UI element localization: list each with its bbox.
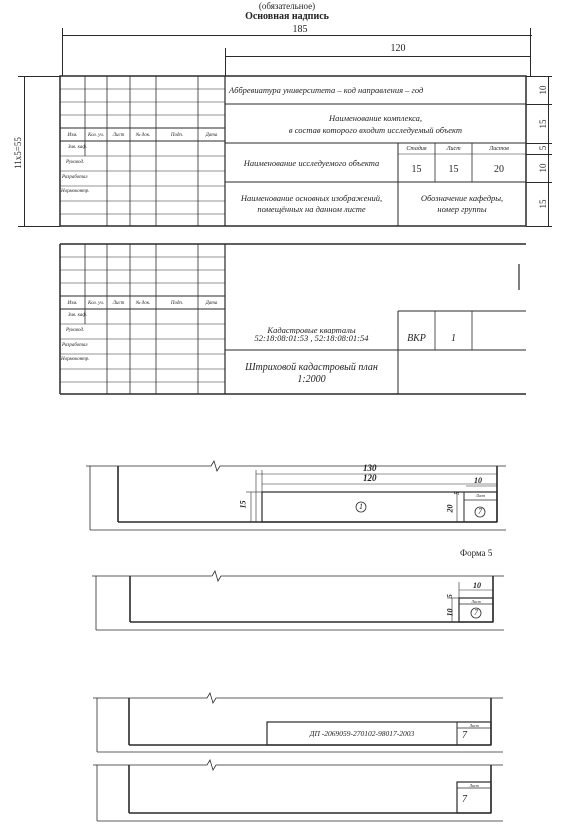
form4-drawing — [86, 458, 506, 538]
sheets-value: 20 — [494, 164, 504, 175]
form5-caption: Форма 5 — [460, 548, 493, 558]
sheet-label: Лист — [475, 493, 486, 498]
col-header-sheet: Лист — [112, 301, 125, 306]
dim-10: 10 — [474, 476, 482, 485]
page-title: Основная надпись — [245, 11, 329, 22]
cut-text-clip — [225, 320, 398, 334]
tick — [18, 76, 60, 77]
marker-7: 7 — [474, 608, 478, 617]
dim-55: 11x5=55 — [13, 137, 23, 169]
sheet-label: Лист — [471, 599, 481, 604]
tick — [526, 182, 552, 183]
stage-header: Стадия — [406, 146, 427, 152]
stage-value: 15 — [411, 164, 422, 175]
dim-10b: 10 — [445, 608, 455, 617]
sheet-value: 1 — [451, 333, 456, 344]
row-label-normcontrol: Нормоконтр. — [61, 189, 90, 194]
col-header-date: Дата — [205, 301, 218, 306]
row-label-author: Разработал — [62, 175, 88, 180]
field-images-1: Наименование основных изображений, — [240, 193, 383, 203]
dim-120: 120 — [363, 473, 377, 483]
document-code: ДП -2069059-270102-98017-2003 — [309, 729, 415, 738]
form5-drawing — [92, 568, 504, 638]
subtitle: (обязательное) — [258, 1, 316, 11]
field-complex-2: в состав которого входит исследуемый объект — [288, 125, 463, 135]
tick — [18, 226, 60, 227]
row-label-supervisor: Руковод. — [66, 328, 85, 333]
stage-value: ВКР — [407, 333, 426, 344]
tick — [62, 28, 63, 76]
title-block-example — [60, 244, 526, 394]
dim-130: 130 — [363, 463, 377, 473]
row-dim-15: 15 — [538, 119, 548, 129]
dim-10: 10 — [473, 581, 481, 590]
example2-fragment — [93, 757, 503, 825]
row-dim-5: 5 — [538, 145, 548, 151]
dim-line-55 — [24, 76, 25, 226]
dim-5: 5 — [453, 491, 461, 495]
example2-drawing — [93, 757, 503, 825]
field-dept-1: Обозначение кафедры, — [420, 193, 504, 203]
field-complex-1: Наименование комплекса, — [328, 113, 423, 123]
tick — [526, 104, 552, 105]
title-block-full — [60, 76, 526, 226]
sheet-label: Лист — [469, 783, 479, 788]
row-dim-10: 10 — [538, 85, 548, 95]
col-header-change: Изм. — [67, 301, 78, 306]
row-dim-10b: 10 — [538, 163, 548, 173]
tick — [526, 76, 552, 77]
dim-line-120 — [225, 56, 530, 57]
example1-fragment — [93, 688, 503, 758]
form5-fragment — [92, 568, 504, 638]
col-header-doc: № док. — [135, 133, 151, 138]
cut-text-1: Кадастровые кварталы — [267, 325, 356, 334]
row-label-author: Разработал — [62, 343, 88, 348]
dim-15: 15 — [238, 500, 248, 509]
row-label-normcontrol: Нормоконтр. — [61, 357, 90, 362]
col-header-sign: Подп. — [170, 301, 184, 306]
dim-20: 20 — [445, 504, 455, 513]
col-header-change: Изм. — [67, 133, 78, 138]
row-dim-15b: 15 — [538, 199, 548, 209]
dim-120: 120 — [390, 43, 406, 54]
tick — [225, 48, 226, 76]
col-header-qty: Кол. уч. — [87, 133, 105, 138]
field-dept-2: номер группы — [437, 204, 487, 214]
marker-1: 1 — [359, 502, 363, 511]
field-university: Аббревиатура университета – код направления – год — [229, 85, 424, 95]
form4-fragment — [86, 458, 506, 538]
dim-5: 5 — [446, 594, 454, 598]
col-header-qty: Кол. уч. — [87, 301, 105, 306]
row-label-supervisor: Руковод. — [66, 160, 85, 165]
row-label-head: Зав. каф. — [68, 145, 88, 150]
row-label-head: Зав. каф. — [68, 313, 88, 318]
tick — [526, 226, 552, 227]
col-header-date: Дата — [205, 133, 218, 138]
sheet-header: Лист — [446, 146, 461, 152]
sheet-value: 7 — [462, 794, 467, 805]
dim-185: 185 — [292, 24, 308, 35]
sheet-value: 7 — [462, 730, 467, 741]
example1-drawing — [93, 688, 503, 758]
col-header-sign: Подп. — [170, 133, 184, 138]
drawing-title-1: Штриховой кадастровый план — [245, 362, 378, 373]
cut-text-2: 52:18:08:01:53 , 52:18:08:01:54 — [254, 333, 369, 343]
sheets-header: Листов — [489, 146, 509, 152]
drawing-title-2: 1:2000 — [297, 374, 326, 385]
sheet-value: 15 — [448, 164, 459, 175]
dim-line-rows — [548, 76, 549, 226]
field-images-2: помещённых на данном листе — [257, 204, 366, 214]
dim-line-185 — [62, 35, 532, 36]
field-object: Наименование исследуемого объекта — [243, 158, 380, 168]
col-header-doc: № док. — [135, 301, 151, 306]
marker-7: 7 — [478, 507, 482, 516]
sheet-label: Лист — [469, 723, 479, 728]
col-header-sheet: Лист — [112, 133, 125, 138]
tick — [530, 28, 531, 76]
